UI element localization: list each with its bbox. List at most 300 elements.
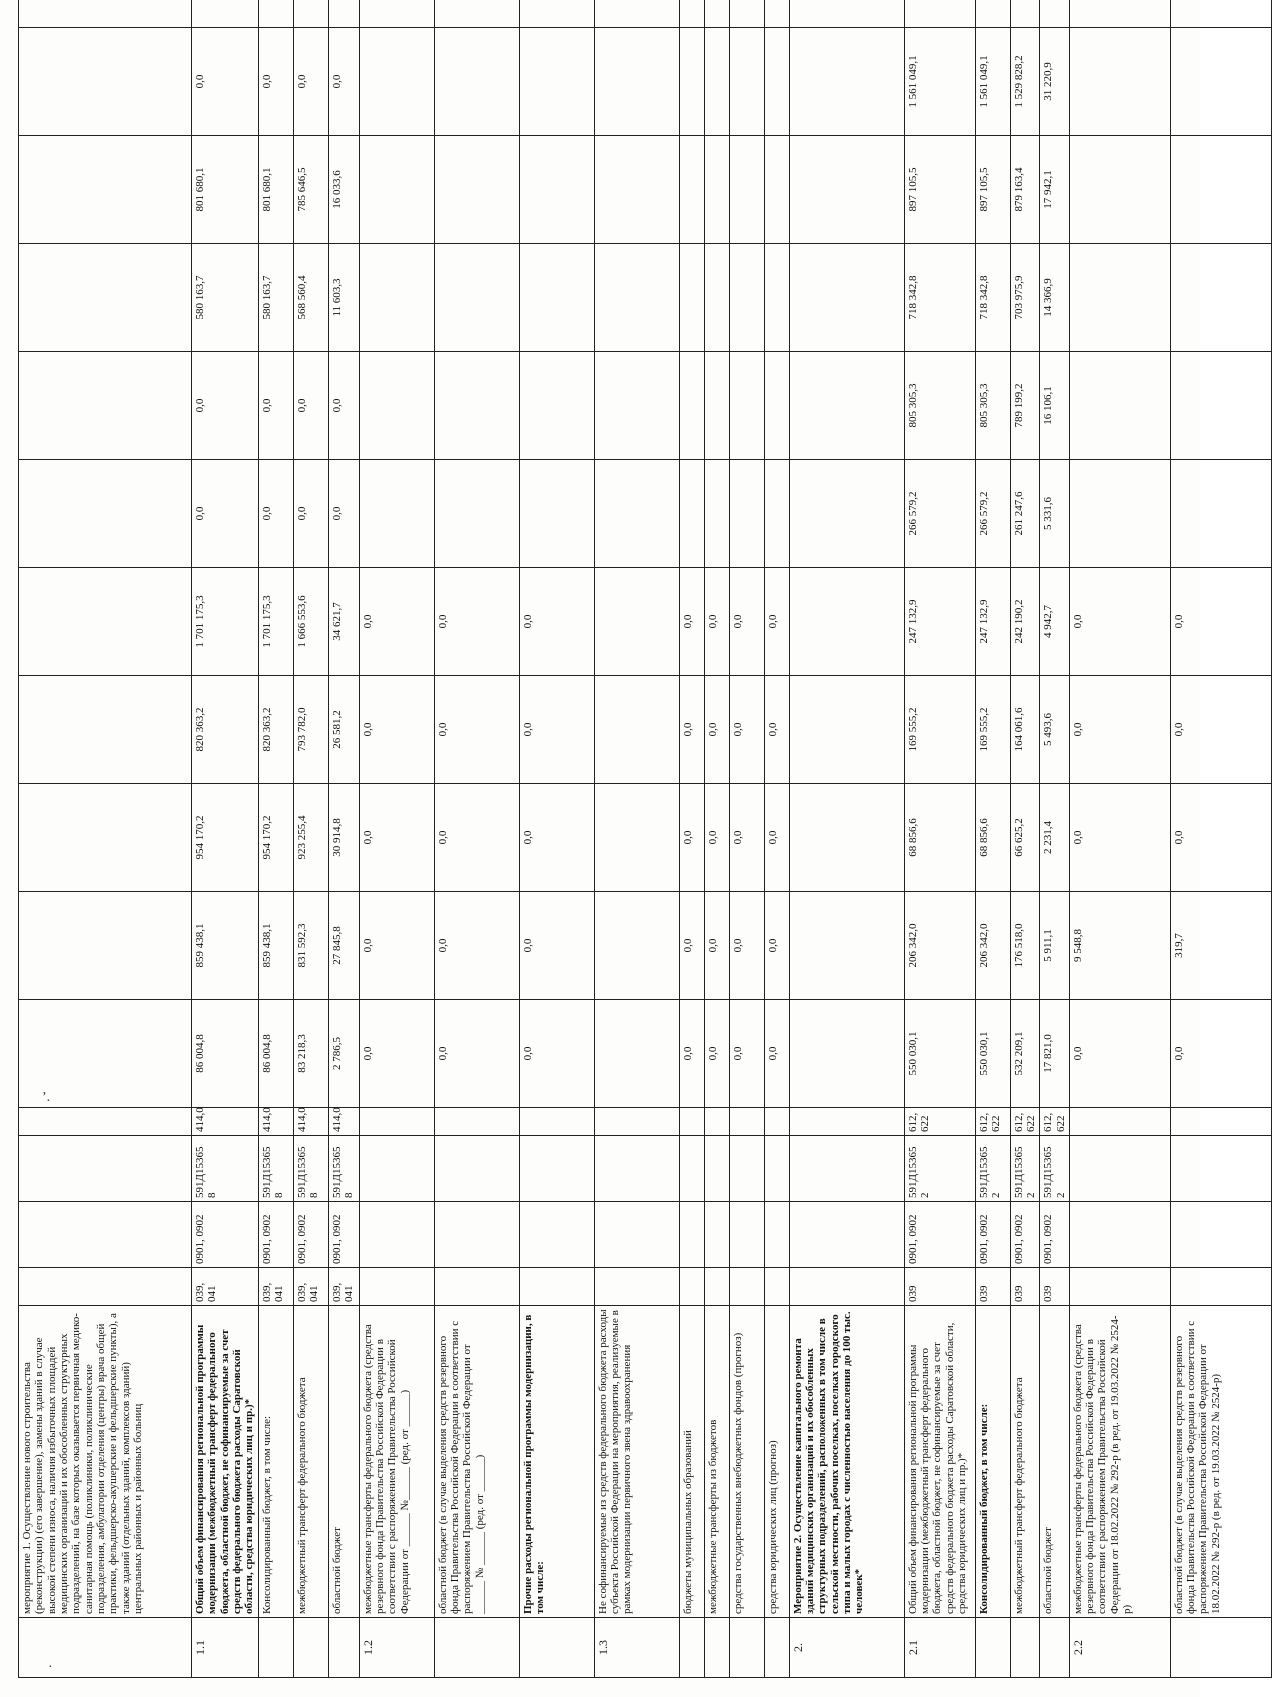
value-cell: 954 170,2: [192, 784, 259, 892]
value-cell: [789, 352, 904, 460]
value-cell: 1 701 175,3: [192, 568, 259, 676]
value-cell: 0,0: [704, 892, 729, 1000]
value-cell: [359, 136, 434, 244]
value-cell: 0,0: [519, 1000, 594, 1108]
value-cell: [594, 460, 679, 568]
target-article-code: [19, 1136, 192, 1202]
value-cell: [789, 892, 904, 1000]
value-cell: [764, 136, 789, 244]
value-cell: 923 255,4: [293, 784, 328, 892]
value-cell: 0,0: [679, 568, 704, 676]
value-cell: 0,0: [434, 784, 519, 892]
value-cell: 897 105,5: [975, 136, 1010, 244]
row-name: средства юридических лиц (прогноз): [764, 1306, 789, 1618]
section-code: [19, 1202, 192, 1268]
value-cell: [789, 460, 904, 568]
row-name: Общий объем финансирования региональной программы модернизации (межбюджетный трансферт федерального бюджета, областной бюджет, не софинансируемые за счет средств федерального бюджета расходы Саратовской области, средства юридических лиц и пр.)*: [904, 1306, 975, 1618]
value-cell: 164 061,6: [1010, 676, 1040, 784]
value-cell: 261 247,6: [1010, 460, 1040, 568]
row-number: 2.1: [904, 1618, 975, 1678]
value-cell: 801 680,1: [192, 136, 259, 244]
value-cell: 801 680,1: [258, 136, 293, 244]
value-cell: 266 579,2: [904, 460, 975, 568]
grbs-code: [729, 1268, 764, 1306]
target-article-code: 591Д15365 2: [1040, 1136, 1070, 1202]
value-cell: 0,0: [434, 892, 519, 1000]
grbs-code: [19, 1268, 192, 1306]
target-article-code: 591Д15365 8: [328, 1136, 359, 1202]
value-cell: [519, 244, 594, 352]
value-cell: 0,0: [359, 1000, 434, 1108]
table-row: [434, 0, 519, 1678]
value-cell: 0,0: [679, 784, 704, 892]
expense-type-code: [789, 1108, 904, 1136]
grbs-code: 039: [975, 1268, 1010, 1306]
value-cell: 0,0: [192, 28, 259, 136]
value-cell: 5 331,6: [1040, 460, 1070, 568]
value-cell: [729, 136, 764, 244]
value-cell: [594, 1000, 679, 1108]
row-number: 1.3: [594, 1618, 679, 1678]
expense-type-code: 414,0: [328, 1108, 359, 1136]
row-number: [975, 1618, 1010, 1678]
value-cell: 1 701 175,3: [258, 568, 293, 676]
value-cell: [764, 460, 789, 568]
value-cell: 1 666 553,6: [293, 568, 328, 676]
value-cell: [789, 244, 904, 352]
value-cell: [789, 136, 904, 244]
value-cell: 0,0: [258, 460, 293, 568]
value-cell: 550 030,1: [975, 1000, 1010, 1108]
value-cell: 820 363,2: [258, 676, 293, 784]
value-cell: 831 592,3: [293, 892, 328, 1000]
value-cell: [293, 0, 328, 28]
value-cell: 206 342,0: [975, 892, 1010, 1000]
value-cell: [764, 28, 789, 136]
value-cell: [729, 28, 764, 136]
value-cell: 206 342,0: [904, 892, 975, 1000]
value-cell: 0,0: [328, 460, 359, 568]
grbs-code: [434, 1268, 519, 1306]
value-cell: [192, 0, 259, 28]
table-row: [975, 0, 1010, 1678]
value-cell: [679, 136, 704, 244]
value-cell: 0,0: [519, 892, 594, 1000]
value-cell: 550 030,1: [904, 1000, 975, 1108]
expense-type-code: [594, 1108, 679, 1136]
value-cell: 0,0: [293, 28, 328, 136]
value-cell: [519, 28, 594, 136]
row-number: [328, 1618, 359, 1678]
target-article-code: [789, 1136, 904, 1202]
value-cell: 897 105,5: [904, 136, 975, 244]
target-article-code: [434, 1136, 519, 1202]
value-cell: 0,0: [679, 1000, 704, 1108]
value-cell: [789, 28, 904, 136]
value-cell: 0,0: [359, 676, 434, 784]
value-cell: 0,0: [519, 676, 594, 784]
value-cell: [789, 568, 904, 676]
value-cell: 0,0: [359, 784, 434, 892]
row-name: Прочие расходы региональной программы модернизации, в том числе:: [519, 1306, 594, 1618]
value-cell: 0,0: [192, 352, 259, 460]
grbs-code: [1069, 1268, 1170, 1306]
value-cell: 0,0: [1069, 676, 1170, 784]
value-cell: [1069, 352, 1170, 460]
value-cell: 11 603,3: [328, 244, 359, 352]
value-cell: [328, 0, 359, 28]
expense-type-code: [519, 1108, 594, 1136]
value-cell: 66 625,2: [1010, 784, 1040, 892]
section-code: 0901, 0902: [904, 1202, 975, 1268]
section-code: 0901, 0902: [975, 1202, 1010, 1268]
section-code: [704, 1202, 729, 1268]
value-cell: [19, 460, 192, 568]
value-cell: 0,0: [704, 1000, 729, 1108]
row-number: [293, 1618, 328, 1678]
value-cell: 0,0: [764, 784, 789, 892]
value-cell: 0,0: [729, 676, 764, 784]
value-cell: 1 561 049,1: [975, 28, 1010, 136]
value-cell: 31 220,9: [1040, 28, 1070, 136]
value-cell: [434, 352, 519, 460]
value-cell: [19, 28, 192, 136]
value-cell: 0,0: [764, 568, 789, 676]
rotated-table-stage: [18, 28, 1222, 1678]
row-name: областной бюджет: [1040, 1306, 1070, 1618]
expense-type-code: [729, 1108, 764, 1136]
value-cell: 0,0: [434, 1000, 519, 1108]
value-cell: [19, 676, 192, 784]
financing-table: [18, 0, 1272, 1678]
value-cell: [519, 460, 594, 568]
target-article-code: [679, 1136, 704, 1202]
grbs-code: 039, 041: [328, 1268, 359, 1306]
expense-type-code: 612, 622: [904, 1108, 975, 1136]
table-row: [1069, 0, 1170, 1678]
value-cell: [789, 1000, 904, 1108]
value-cell: 0,0: [729, 1000, 764, 1108]
table-row: [764, 0, 789, 1678]
value-cell: [359, 244, 434, 352]
value-cell: 0,0: [704, 568, 729, 676]
target-article-code: 591Д15365 8: [192, 1136, 259, 1202]
value-cell: [434, 460, 519, 568]
value-cell: [1069, 28, 1170, 136]
value-cell: [729, 0, 764, 28]
row-number: [1170, 1618, 1271, 1678]
value-cell: 0,0: [519, 784, 594, 892]
row-name: межбюджетные трансферты федерального бюджета (средства резервного фонда Правительства Российской Федерации в соответствии с распоряжением Правительства Российской Федерации от 18.02.2022 № 292-р (в ред. от 19.03.2022 № 2524-р): [1069, 1306, 1170, 1618]
value-cell: [359, 28, 434, 136]
expense-type-code: [764, 1108, 789, 1136]
section-code: [594, 1202, 679, 1268]
section-code: 0901, 0902: [1010, 1202, 1040, 1268]
value-cell: 2 786,5: [328, 1000, 359, 1108]
table-row: [519, 0, 594, 1678]
grbs-code: [594, 1268, 679, 1306]
expense-type-code: [19, 1108, 192, 1136]
grbs-code: [359, 1268, 434, 1306]
value-cell: [1170, 136, 1271, 244]
row-name: бюджеты муниципальных образований: [679, 1306, 704, 1618]
section-code: [434, 1202, 519, 1268]
value-cell: 879 163,4: [1010, 136, 1040, 244]
value-cell: [19, 136, 192, 244]
value-cell: 247 132,9: [904, 568, 975, 676]
target-article-code: [1069, 1136, 1170, 1202]
row-name: Консолидированный бюджет, в том числе:: [975, 1306, 1010, 1618]
value-cell: 14 366,9: [1040, 244, 1070, 352]
row-name: мероприятие 1. Осуществление нового строительства (реконструкции) (его завершение), замены зданий в случае высокой степени износа, наличия избыточных площадей медицинских организаций и их обособленных структурных подразделений, на базе которых оказывается первичная медико-санитарная помощь (поликлиники, поликлинические подразделения, амбулатории отделения (центры) врача общей практики, фельдшерско-акушерские и фельдшерские пункты), а также зданий (отдельных зданий, комплексов зданий) центральных районных и районных больниц: [19, 1306, 192, 1618]
value-cell: [19, 1000, 192, 1108]
value-cell: 580 163,7: [258, 244, 293, 352]
section-code: 0901, 0902: [258, 1202, 293, 1268]
value-cell: 2 231,4: [1040, 784, 1070, 892]
value-cell: [594, 568, 679, 676]
value-cell: 86 004,8: [192, 1000, 259, 1108]
table-row: [1010, 0, 1040, 1678]
value-cell: 0,0: [1069, 784, 1170, 892]
value-cell: 86 004,8: [258, 1000, 293, 1108]
value-cell: [704, 460, 729, 568]
section-code: [789, 1202, 904, 1268]
table-row: [1040, 0, 1070, 1678]
value-cell: [704, 244, 729, 352]
value-cell: [594, 136, 679, 244]
value-cell: 0,0: [1069, 568, 1170, 676]
value-cell: 580 163,7: [192, 244, 259, 352]
grbs-code: 039: [1040, 1268, 1070, 1306]
row-number: [519, 1618, 594, 1678]
target-article-code: 591Д15365 2: [1010, 1136, 1040, 1202]
expense-type-code: [704, 1108, 729, 1136]
row-number: [729, 1618, 764, 1678]
value-cell: 0,0: [1170, 784, 1271, 892]
value-cell: [679, 460, 704, 568]
row-name: Мероприятие 2. Осуществление капитального ремонта зданий медицинских организаций и их обособленных структурных подразделений, расположенных в том числе в сельской местности, рабочих поселках, поселках городского типа и малых городах с численностью населения до 100 тыс. человек*: [789, 1306, 904, 1618]
grbs-code: 039: [904, 1268, 975, 1306]
value-cell: 0,0: [519, 568, 594, 676]
grbs-code: [679, 1268, 704, 1306]
value-cell: 0,0: [328, 28, 359, 136]
value-cell: 16 106,1: [1040, 352, 1070, 460]
value-cell: 4 942,7: [1040, 568, 1070, 676]
target-article-code: [729, 1136, 764, 1202]
value-cell: 0,0: [764, 1000, 789, 1108]
value-cell: [258, 0, 293, 28]
value-cell: 0,0: [434, 676, 519, 784]
value-cell: [704, 28, 729, 136]
value-cell: [704, 0, 729, 28]
value-cell: 532 209,1: [1010, 1000, 1040, 1108]
value-cell: [359, 460, 434, 568]
value-cell: 0,0: [764, 892, 789, 1000]
value-cell: [729, 352, 764, 460]
value-cell: [594, 784, 679, 892]
value-cell: [789, 676, 904, 784]
table-row: [729, 0, 764, 1678]
value-cell: [1069, 136, 1170, 244]
table-row: [192, 0, 259, 1678]
row-number: [19, 1618, 192, 1678]
table-row: [328, 0, 359, 1678]
value-cell: [594, 28, 679, 136]
value-cell: 0,0: [764, 676, 789, 784]
expense-type-code: 612, 622: [1040, 1108, 1070, 1136]
section-code: [679, 1202, 704, 1268]
row-number: [679, 1618, 704, 1678]
value-cell: 789 199,2: [1010, 352, 1040, 460]
value-cell: 785 646,5: [293, 136, 328, 244]
row-number: [1010, 1618, 1040, 1678]
value-cell: 718 342,8: [904, 244, 975, 352]
expense-type-code: [679, 1108, 704, 1136]
grbs-code: [1170, 1268, 1271, 1306]
value-cell: [679, 0, 704, 28]
grbs-code: [519, 1268, 594, 1306]
value-cell: [1170, 0, 1271, 28]
value-cell: [1069, 0, 1170, 28]
value-cell: [519, 0, 594, 28]
value-cell: [434, 28, 519, 136]
section-code: [519, 1202, 594, 1268]
value-cell: 0,0: [729, 892, 764, 1000]
row-number: 1.2: [359, 1618, 434, 1678]
value-cell: 5 493,6: [1040, 676, 1070, 784]
value-cell: [19, 352, 192, 460]
row-name: межбюджетные трансферты из бюджетов: [704, 1306, 729, 1618]
value-cell: 0,0: [1170, 676, 1271, 784]
expense-type-code: [1170, 1108, 1271, 1136]
table-row: [679, 0, 704, 1678]
value-cell: [789, 784, 904, 892]
value-cell: [594, 676, 679, 784]
value-cell: 0,0: [192, 460, 259, 568]
table-row: [258, 0, 293, 1678]
section-code: 0901, 0902: [1040, 1202, 1070, 1268]
value-cell: [434, 136, 519, 244]
row-name: областной бюджет (в случае выделения средств резервного фонда Правительства Российской Федерации в соответствии с распоряжением Правительства Российской Федерации от 18.02.2022 № 292-р (в ред. от 19.03.2022 № 2524-р): [1170, 1306, 1271, 1618]
target-article-code: [594, 1136, 679, 1202]
table-row: [789, 0, 904, 1678]
stray-mark: ·: [48, 1660, 53, 1675]
expense-type-code: 414,0: [293, 1108, 328, 1136]
value-cell: 34 621,7: [328, 568, 359, 676]
row-name: областной бюджет: [328, 1306, 359, 1618]
row-name: межбюджетный трансферт федерального бюджета: [1010, 1306, 1040, 1618]
value-cell: 319,7: [1170, 892, 1271, 1000]
section-code: 0901, 0902: [192, 1202, 259, 1268]
value-cell: [904, 0, 975, 28]
value-cell: [679, 352, 704, 460]
section-code: [1170, 1202, 1271, 1268]
value-cell: 17 942,1: [1040, 136, 1070, 244]
value-cell: [679, 28, 704, 136]
value-cell: 703 975,9: [1010, 244, 1040, 352]
row-name: межбюджетные трансферты федерального бюджета (средства резервного фонда Правительства Российской Федерации в соответствии с распоряжением Правительства Российской Федерации от ______ №______ (ред. от ______): [359, 1306, 434, 1618]
target-article-code: 591Д15365 2: [975, 1136, 1010, 1202]
row-number: [258, 1618, 293, 1678]
grbs-code: [764, 1268, 789, 1306]
value-cell: 718 342,8: [975, 244, 1010, 352]
value-cell: [1069, 244, 1170, 352]
value-cell: [1170, 460, 1271, 568]
value-cell: [1170, 352, 1271, 460]
target-article-code: [764, 1136, 789, 1202]
value-cell: [764, 352, 789, 460]
row-name: межбюджетный трансферт федерального бюджета: [293, 1306, 328, 1618]
value-cell: 0,0: [704, 676, 729, 784]
target-article-code: [519, 1136, 594, 1202]
expense-type-code: 414,0: [192, 1108, 259, 1136]
grbs-code: 039: [1010, 1268, 1040, 1306]
value-cell: [1069, 460, 1170, 568]
value-cell: 176 518,0: [1010, 892, 1040, 1000]
value-cell: 0,0: [1170, 1000, 1271, 1108]
value-cell: [789, 0, 904, 28]
row-name: областной бюджет (в случае выделения средств резервного фонда Правительства Российской Федерации в соответствии с распоряжением Правительства Российской Федерации от ______ № ______ (ред. от ______): [434, 1306, 519, 1618]
expense-type-code: 612, 622: [975, 1108, 1010, 1136]
value-cell: 16 033,6: [328, 136, 359, 244]
row-name: Общий объем финансирования региональной программы модернизации (межбюджетный трансферт федерального бюджета, областной бюджет, не софинансируемые за счет средств федерального бюджета расходы Саратовской области, средства юридических лиц и пр.)*: [192, 1306, 259, 1618]
value-cell: [594, 892, 679, 1000]
value-cell: [679, 244, 704, 352]
value-cell: 5 911,1: [1040, 892, 1070, 1000]
value-cell: [519, 136, 594, 244]
value-cell: [1170, 244, 1271, 352]
row-number: 1.1: [192, 1618, 259, 1678]
table-row: [359, 0, 434, 1678]
value-cell: 17 821,0: [1040, 1000, 1070, 1108]
value-cell: [594, 352, 679, 460]
value-cell: [19, 0, 192, 28]
value-cell: 859 438,1: [192, 892, 259, 1000]
value-cell: 805 305,3: [975, 352, 1010, 460]
row-number: [1040, 1618, 1070, 1678]
value-cell: 30 914,8: [328, 784, 359, 892]
value-cell: 0,0: [258, 28, 293, 136]
value-cell: [704, 352, 729, 460]
value-cell: [704, 136, 729, 244]
value-cell: 0,0: [679, 892, 704, 1000]
section-code: 0901, 0902: [328, 1202, 359, 1268]
grbs-code: 039, 041: [192, 1268, 259, 1306]
value-cell: [764, 244, 789, 352]
value-cell: 568 560,4: [293, 244, 328, 352]
value-cell: 859 438,1: [258, 892, 293, 1000]
value-cell: 68 856,6: [904, 784, 975, 892]
value-cell: [594, 244, 679, 352]
row-number: 2.: [789, 1618, 904, 1678]
value-cell: 266 579,2: [975, 460, 1010, 568]
value-cell: [1170, 28, 1271, 136]
row-number: [764, 1618, 789, 1678]
value-cell: 0,0: [359, 892, 434, 1000]
value-cell: [434, 244, 519, 352]
value-cell: [19, 784, 192, 892]
value-cell: [434, 0, 519, 28]
expense-type-code: [359, 1108, 434, 1136]
value-cell: 0,0: [359, 568, 434, 676]
row-name: средства государственных внебюджетных фондов (прогноз): [729, 1306, 764, 1618]
value-cell: 820 363,2: [192, 676, 259, 784]
value-cell: [19, 568, 192, 676]
row-name: Консолидированный бюджет, в том числе:: [258, 1306, 293, 1618]
value-cell: 0,0: [1069, 1000, 1170, 1108]
expense-type-code: 414,0: [258, 1108, 293, 1136]
grbs-code: [704, 1268, 729, 1306]
